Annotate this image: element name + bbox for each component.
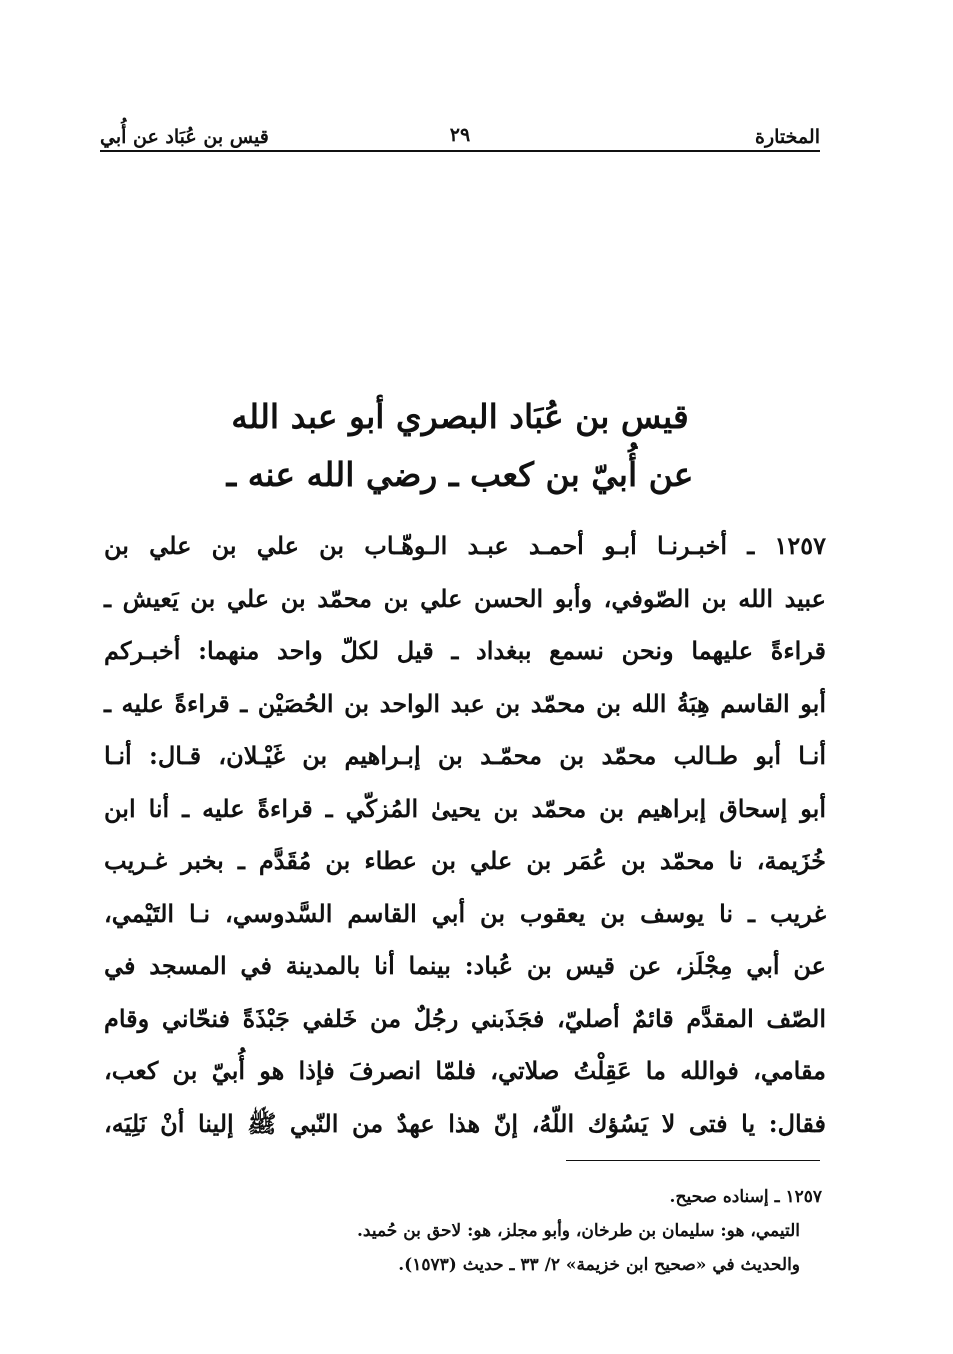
page-number: ٢٩	[449, 124, 471, 146]
chapter-title	[150, 388, 770, 504]
footnote-line-2: التيمي، هو: سليمان بن طرخان، وأبو مجلز، هو: لاحق بن حُميد.	[357, 1221, 800, 1241]
footnotes	[150, 1180, 822, 1282]
running-header	[100, 112, 820, 148]
body-line: عن أبي مِجْلَز، عن قيس بن عُباد: بينما أنا بالمدينة في المسجد في	[104, 951, 826, 980]
hadith-body	[104, 520, 826, 1150]
footnote-separator	[566, 1160, 820, 1161]
header-rule	[100, 150, 820, 152]
chapter-running-title: قيس بن عُبَاد عن أُبي	[100, 126, 269, 148]
footnote-line-3: والحديث في «صحيح ابن خزيمة» ٢/ ٣٣ ـ حديث (١٥٧٣).	[398, 1255, 800, 1275]
chapter-title-line-2: عن أُبيّ بن كعب ـ رضي الله عنه ـ	[226, 455, 694, 494]
body-line: مقامي، فوالله ما عَقِلْتُ صلاتي، فلمّا انصرفَ فإذا هو أُبيّ بن كعب،	[104, 1056, 826, 1085]
body-line: أبو القاسم هِبَةُ الله بن محمّد بن عبد الواحد بن الحُصَيْن ـ قراءةً عليه ـ	[104, 688, 826, 718]
chapter-title-line-1: قيس بن عُبَاد البصري أبو عبد الله	[231, 397, 689, 436]
body-line: غريب ـ نا يوسف بن يعقوب بن أبي القاسم السَّدوسي، نـا التَيْمي،	[104, 898, 826, 928]
body-line: أنـا أبو طـالب محمّد بن محمّـد بن إبـراهيم بن غَيْـلان، قـال: أنـا	[104, 741, 826, 770]
footnote-line-1: ١٢٥٧ ـ إسناده صحيح.	[669, 1187, 822, 1207]
body-line: الصّف المقدَّم قائمٌ أصليّ، فجَذَبني رجُلٌ من خَلفي جَبْذَةً فنحّاني وقام	[104, 1003, 826, 1033]
body-line: قراءةً عليهما ونحن نسمع ببغداد ـ قيل لكلّ واحد منهما: أخبـركم	[104, 636, 826, 665]
body-line: ١٢٥٧ ـ أخبـرنـا أبـو أحمـد عبـد الـوهّـاب بن علي بن علي بن	[104, 531, 826, 560]
book-title: المختارة	[755, 126, 820, 148]
body-line: خُزَيمة، نا محمّد بن عُمَر بن علي بن عطاء بن مُقَدَّم ـ بخبر غـريب	[104, 846, 827, 875]
body-line: فقال: يا فتى لا يَسُؤك اللّهُ، إنّ هذا عهدٌ من النّبي ﷺ إلينا أنْ نَلِيَه،	[104, 1108, 826, 1138]
body-line: عبيد الله بن الصّوفي، وأبو الحسن علي بن محمّد بن علي بن يَعيش ـ	[104, 583, 826, 613]
body-line: أبو إسحاق إبراهيم بن محمّد بن يحيىٰ المُزكّي ـ قراءةً عليه ـ أنا ابن	[104, 793, 826, 823]
